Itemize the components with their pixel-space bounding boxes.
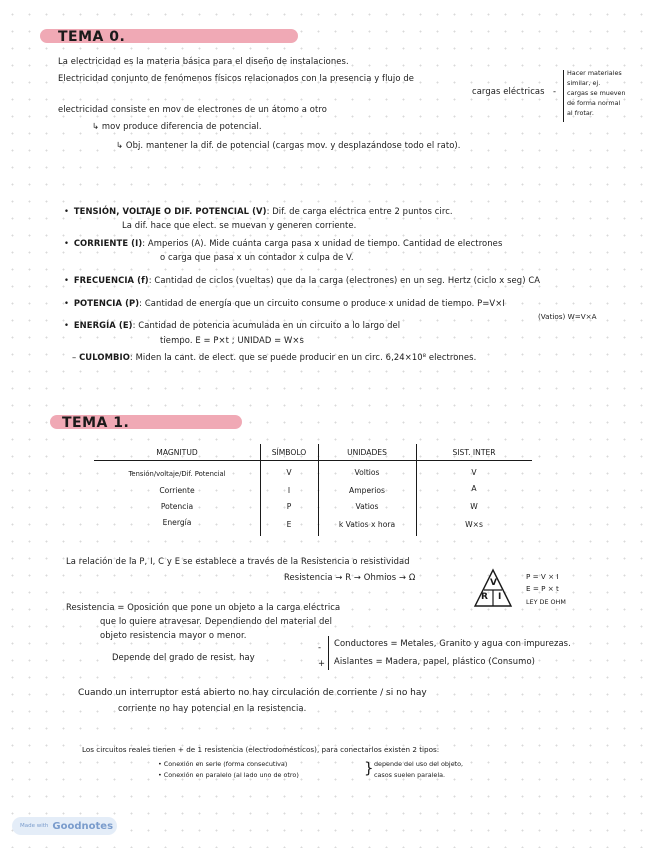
table-top-line xyxy=(94,460,532,461)
circuit-note-2: casos suelen paralela. xyxy=(374,771,446,779)
side-note-4: de forma normal xyxy=(567,99,621,107)
def-tension-text: : Dif. de carga eléctrica entre 2 puntos circ. xyxy=(266,206,453,216)
table-row-3-sist: W xyxy=(470,502,478,511)
circuit-brace: } xyxy=(364,759,374,777)
formula-ohm: LEY DE OHM xyxy=(526,598,566,606)
table-row-1-magnitud: Tensión/voltaje/Dif. Potencial xyxy=(128,470,226,478)
table-row-4-magnitud: Energía xyxy=(162,518,192,527)
def-potencia xyxy=(64,298,505,308)
def-energia-2: tiempo. E = P×t ; UNIDAD = W×s xyxy=(160,335,305,345)
side-note-brace xyxy=(563,70,564,122)
def-frecuencia xyxy=(64,275,540,285)
table-header-magnitud: MAGNITUD xyxy=(156,448,198,457)
resistance-line-3: objeto resistencia mayor o menor. xyxy=(100,630,247,640)
table-row-2-magnitud: Corriente xyxy=(159,486,195,495)
table-row-4-simbolo: E xyxy=(286,520,292,529)
def-potencia-2: (Vatios) W=V×A xyxy=(538,312,597,321)
circuit-serie: • Conexión en serie (forma consecutiva) xyxy=(158,760,288,768)
formula-p: P = V × I xyxy=(526,572,559,581)
circuits-line: Los circuitos reales tienen + de 1 resistencia (electrodomésticos), para conectarlos existen 2 tipos: xyxy=(82,745,440,754)
badge-brand-text: Goodnotes xyxy=(52,820,114,832)
def-energia-label: ENERGÍA (E) xyxy=(73,320,133,330)
def-tension-label: TENSIÓN, VOLTAJE O DIF. POTENCIAL (V) xyxy=(73,206,267,216)
triangle-v: V xyxy=(490,578,497,588)
def-corriente xyxy=(64,238,502,248)
def-energia xyxy=(64,320,400,330)
table-row-3-unidades: Vatios xyxy=(355,502,379,511)
def-potencia-label: POTENCIA (P) xyxy=(73,298,140,308)
def-corriente-2: o carga que pasa x un contador x culpa de V. xyxy=(160,252,354,262)
table-header-sist: SIST. INTER xyxy=(452,448,496,457)
def-frecuencia-label: FRECUENCIA (f) xyxy=(73,275,149,285)
table-row-4-sist: W×s xyxy=(465,520,483,529)
badge-small-text: Made with xyxy=(20,823,49,829)
side-note-5: al frotar. xyxy=(567,109,594,117)
depends-brace xyxy=(328,636,329,670)
goodnotes-badge xyxy=(12,817,117,835)
tema1-title: TEMA 1. xyxy=(62,415,130,431)
def-energia-text: : Cantidad de potencia acumulada en un circuito a lo largo del xyxy=(132,320,401,330)
triangle-i: I xyxy=(498,592,502,602)
depends-line: Depende del grado de resist. hay xyxy=(112,652,255,662)
table-row-2-unidades: Amperios xyxy=(349,486,385,495)
table-header-simbolo: SÍMBOLO xyxy=(271,448,307,457)
table-row-2-simbolo: I xyxy=(287,486,291,495)
formula-e: E = P × t xyxy=(526,584,559,593)
table-row-1-unidades: Voltios xyxy=(354,468,380,477)
intro-line-1: La electricidad es la materia básica para el diseño de instalaciones. xyxy=(58,56,349,66)
intro-line-2: Electricidad conjunto de fenómenos físicos relacionados con la presencia y flujo de xyxy=(58,73,415,83)
circuit-paralelo: • Conexión en paralelo (al lado uno de otro) xyxy=(158,771,299,779)
table-row-3-simbolo: P xyxy=(286,502,292,511)
intro-line-3: cargas eléctricas xyxy=(472,86,545,96)
switch-line-1: Cuando un interruptor está abierto no hay circulación de corriente / si no hay xyxy=(78,688,427,698)
resistance-line-2: que lo quiere atravesar. Dependiendo del material del xyxy=(100,616,333,626)
side-note-3: cargas se mueven xyxy=(567,89,626,97)
table-row-4-unidades: k Vatios x hora xyxy=(338,520,396,529)
tema0-title: TEMA 0. xyxy=(58,29,126,45)
def-culombio: – CULOMBIO: Miden la cant. de elect. que se puede producir en un circ. 6,24×10⁸ electrones. xyxy=(72,352,477,362)
def-frecuencia-text: : Cantidad de ciclos (vueltas) que da la carga (electrones) en un seg. Hertz (ciclo x seg) CA xyxy=(148,275,541,285)
def-culombio-label: CULOMBIO xyxy=(79,352,130,362)
side-note-2: similar, ej. xyxy=(567,79,601,87)
table-row-3-magnitud: Potencia xyxy=(160,502,194,511)
switch-line-2: corriente no hay potencial en la resistencia. xyxy=(118,703,307,713)
table-row-1-sist: V xyxy=(471,468,477,477)
def-tension xyxy=(64,206,453,216)
def-culombio-text: : Miden la cant. de elect. que se puede producir en un circ. 6,24×10⁸ electrones. xyxy=(129,352,477,362)
ohm-triangle-icon xyxy=(473,568,513,608)
triangle-r: R xyxy=(481,592,488,602)
conductors-line: Conductores = Metales, Granito y agua con impurezas. xyxy=(334,638,571,648)
relation-line-2: Resistencia → R → Ohmios → Ω xyxy=(284,572,416,582)
def-potencia-text: : Cantidad de energía que un circuito consume o produce x unidad de tiempo. P=V×I xyxy=(139,298,505,308)
table-header-unidades: UNIDADES xyxy=(347,448,387,457)
resistance-line-1: Resistencia = Oposición que pone un objeto a la carga eléctrica xyxy=(66,602,341,612)
insulators-line: Aislantes = Madera, papel, plástico (Consumo) xyxy=(334,656,536,666)
intro-line-6: ↳ Obj. mantener la dif. de potencial (cargas mov. y desplazándose todo el rato). xyxy=(116,140,461,150)
side-note-1: Hacer materiales xyxy=(567,69,622,77)
def-tension-2: La dif. hace que elect. se muevan y generen corriente. xyxy=(122,220,357,230)
relation-line-1: La relación de la P, I, C y E se establece a través de la Resistencia o resistividad xyxy=(66,556,410,566)
circuit-note-1: depende del uso del objeto, xyxy=(374,760,464,768)
table-row-2-sist: A xyxy=(471,484,477,493)
depends-minus: - xyxy=(318,642,322,652)
intro-line-4: electricidad consiste en mov de electrones de un átomo a otro xyxy=(58,104,327,114)
table-row-1-simbolo: V xyxy=(286,468,292,477)
intro-dash: - xyxy=(553,86,557,96)
def-corriente-label: CORRIENTE (I) xyxy=(73,238,143,248)
depends-plus: + xyxy=(318,658,326,668)
def-corriente-text: : Amperios (A). Mide cuánta carga pasa x unidad de tiempo. Cantidad de electrones xyxy=(142,238,503,248)
intro-line-5: ↳ mov produce diferencia de potencial. xyxy=(92,121,262,131)
